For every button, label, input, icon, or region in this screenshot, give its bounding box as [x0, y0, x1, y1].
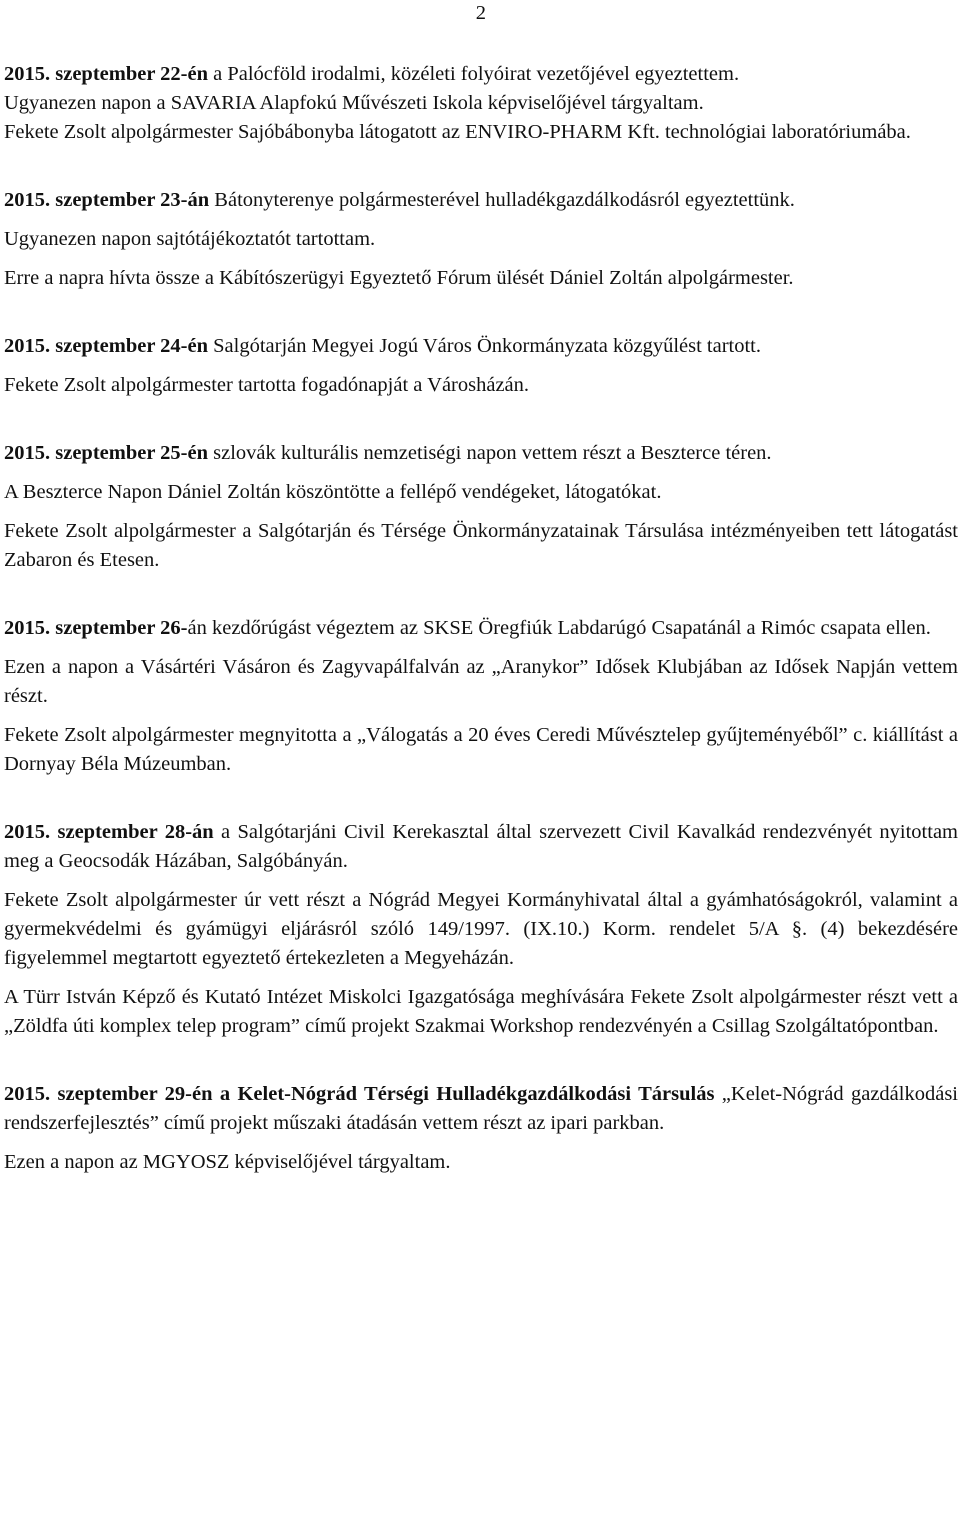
entry-paragraph: 2015. szeptember 29-én a Kelet-Nógrád Térségi Hulladékgazdálkodási Társulás „Kelet-Nógrád gazdálkodási rendszerfejlesztés” című projekt műszaki átadásán vettem részt az ipari parkban.	[4, 1083, 958, 1134]
entry-paragraph: Ezen a napon a Vásártéri Vásáron és Zagyvapálfalván az „Aranykor” Idősek Klubjában az Idősek Napján vettem részt.	[4, 656, 958, 707]
entry-paragraph: A Beszterce Napon Dániel Zoltán köszöntötte a fellépő vendégeket, látogatókat.	[4, 481, 662, 503]
entry-date: 2015. szeptember 26-	[4, 617, 188, 639]
entry-paragraph: 2015. szeptember 28-án a Salgótarjáni Civil Kerekasztal által szervezett Civil Kavalkád rendezvényét nyitottam meg a Geocsodák Házában, Salgóbányán.	[4, 821, 958, 872]
entry-sep-23	[4, 186, 958, 293]
entry-sep-24	[4, 332, 958, 400]
entry-paragraph: Fekete Zsolt alpolgármester Sajóbábonyba látogatott az ENVIRO-PHARM Kft. technológiai laboratóriumába.	[4, 121, 911, 143]
entry-date: 2015. szeptember 23-án	[4, 189, 210, 211]
entry-paragraph: Fekete Zsolt alpolgármester megnyitotta a „Válogatás a 20 éves Ceredi Művésztelep gyűjteményéből” c. kiállítást a Dornyay Béla Múzeumban.	[4, 724, 958, 775]
entry-paragraph: Fekete Zsolt alpolgármester úr vett részt a Nógrád Megyei Kormányhivatal által a gyámhatóságokról, valamint a gyermekvédelmi és gyámügyi eljárásról szóló 149/1997. (IX.10.) Korm. rendelet 5/A §. (4) bekezdésére figyelemmel megtartott egyeztető értekezleten a Megyeházán.	[4, 889, 958, 969]
entry-sep-22	[4, 60, 958, 147]
page-number: 2	[475, 2, 486, 24]
entry-paragraph: Ugyanezen napon sajtótájékoztatót tartottam.	[4, 228, 376, 250]
entry-paragraph: Fekete Zsolt alpolgármester tartotta fogadónapját a Városházán.	[4, 374, 530, 396]
entry-date: 2015. szeptember 28-án	[4, 821, 214, 843]
entry-paragraph: A Türr István Képző és Kutató Intézet Miskolci Igazgatósága meghívására Fekete Zsolt alpolgármester részt vett a „Zöldfa úti komplex telep program” című projekt Szakmai Workshop rendezvényén a Csillag Szolgáltatópontban.	[4, 986, 958, 1037]
entry-sep-25	[4, 439, 958, 575]
entry-paragraph: 2015. szeptember 24-én Salgótarján Megyei Jogú Város Önkormányzata közgyűlést tartott.	[4, 335, 762, 357]
entry-date: 2015. szeptember 25-én	[4, 442, 209, 464]
entry-date: 2015. szeptember 24-én	[4, 335, 209, 357]
entry-sep-29	[4, 1080, 958, 1177]
document-body	[4, 60, 958, 1177]
entry-paragraph: 2015. szeptember 25-én szlovák kulturális nemzetiségi napon vettem részt a Beszterce téren.	[4, 442, 772, 464]
entry-date: 2015. szeptember 29-én a Kelet-Nógrád Térségi Hulladékgazdálkodási Társulás	[4, 1083, 715, 1105]
entry-paragraph: Ugyanezen napon a SAVARIA Alapfokú Művészeti Iskola képviselőjével tárgyaltam.	[4, 92, 704, 114]
entry-paragraph: Erre a napra hívta össze a Kábítószerügyi Egyeztető Fórum ülését Dániel Zoltán alpolgármester.	[4, 267, 794, 289]
entry-paragraph: 2015. szeptember 22-én a Palócföld irodalmi, közéleti folyóirat vezetőjével egyeztettem.	[4, 63, 740, 85]
entry-paragraph: 2015. szeptember 26-án kezdőrúgást végeztem az SKSE Öregfiúk Labdarúgó Csapatánál a Rimóc csapata ellen.	[4, 617, 931, 639]
entry-paragraph: Fekete Zsolt alpolgármester a Salgótarján és Térsége Önkormányzatainak Társulása intézményeiben tett látogatást Zabaron és Etesen.	[4, 520, 958, 571]
entry-date: 2015. szeptember 22-én	[4, 63, 209, 85]
entry-paragraph: 2015. szeptember 23-án Bátonyterenye polgármesterével hulladékgazdálkodásról egyeztettünk.	[4, 189, 795, 211]
entry-paragraph: Ezen a napon az MGYOSZ képviselőjével tárgyaltam.	[4, 1151, 451, 1173]
entry-sep-26	[4, 614, 958, 779]
entry-sep-28	[4, 818, 958, 1041]
